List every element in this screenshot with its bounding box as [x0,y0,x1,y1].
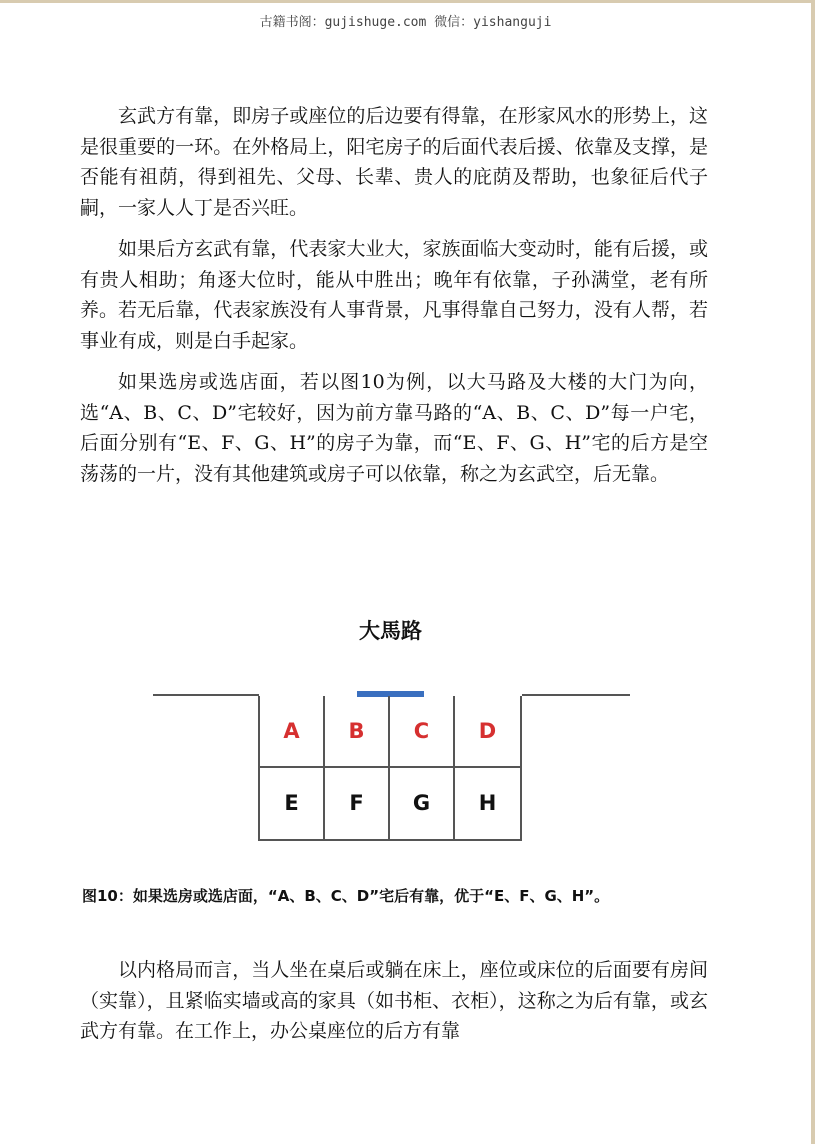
house-cell-front: B [325,696,390,768]
house-cell-back: F [325,768,390,840]
figure-road-title: 大馬路 [359,619,422,643]
road-line-right [522,694,630,696]
watermark-header: 古籍书阁：gujishuge.com 微信：yishanguji [259,15,552,30]
paragraph: 如果选房或选店面，若以图10为例，以大马路及大楼的大门为向，选“A、B、C、D”宅较好，因为前方靠马路的“A、B、C、D”每一户宅，后面分别有“E、F、G、H”的房子为靠，而“E、F、G、H”宅的后方是空荡荡的一片，没有其他建筑或房子可以依靠，称之为玄武空，后无靠。 [80,371,708,485]
figure-caption: 图10：如果选房或选店面，“A、B、C、D”宅后有靠，优于“E、F、G、H”。 [82,887,610,905]
house-cell-front: A [260,696,325,768]
body-text-bottom [80,955,708,1047]
paragraph: 以内格局而言，当人坐在桌后或躺在床上，座位或床位的后面要有房间（实靠），且紧临实墙或高的家具（如书柜、衣柜），这称之为后有靠，或玄武方有靠。在工作上，办公桌座位的后方有靠 [80,959,708,1042]
house-cell-back: H [478,791,497,816]
house-cell-back: G [390,768,455,840]
house-grid [258,696,522,841]
paragraph: 玄武方有靠，即房子或座位的后边要有得靠，在形家风水的形势上，这是很重要的一环。在外格局上，阳宅房子的后面代表后援、依靠及支撑，是否能有祖荫，得到祖先、父母、长辈、贵人的庇荫及帮助，也象征后代子嗣，一家人人丁是否兴旺。 [80,105,708,219]
house-cell-back: E [260,768,325,840]
house-cell-front: D [455,696,520,768]
house-cell-front: C [390,696,455,768]
body-text-top [80,101,708,489]
road-line-left [153,694,259,696]
paragraph: 如果后方玄武有靠，代表家大业大，家族面临大变动时，能有后援，或有贵人相助；角逐大位时，能从中胜出；晚年有依靠，子孙满堂，老有所养。若无后靠，代表家族没有人事背景，凡事得靠自己努力，没有人帮，若事业有成，则是白手起家。 [80,238,708,352]
